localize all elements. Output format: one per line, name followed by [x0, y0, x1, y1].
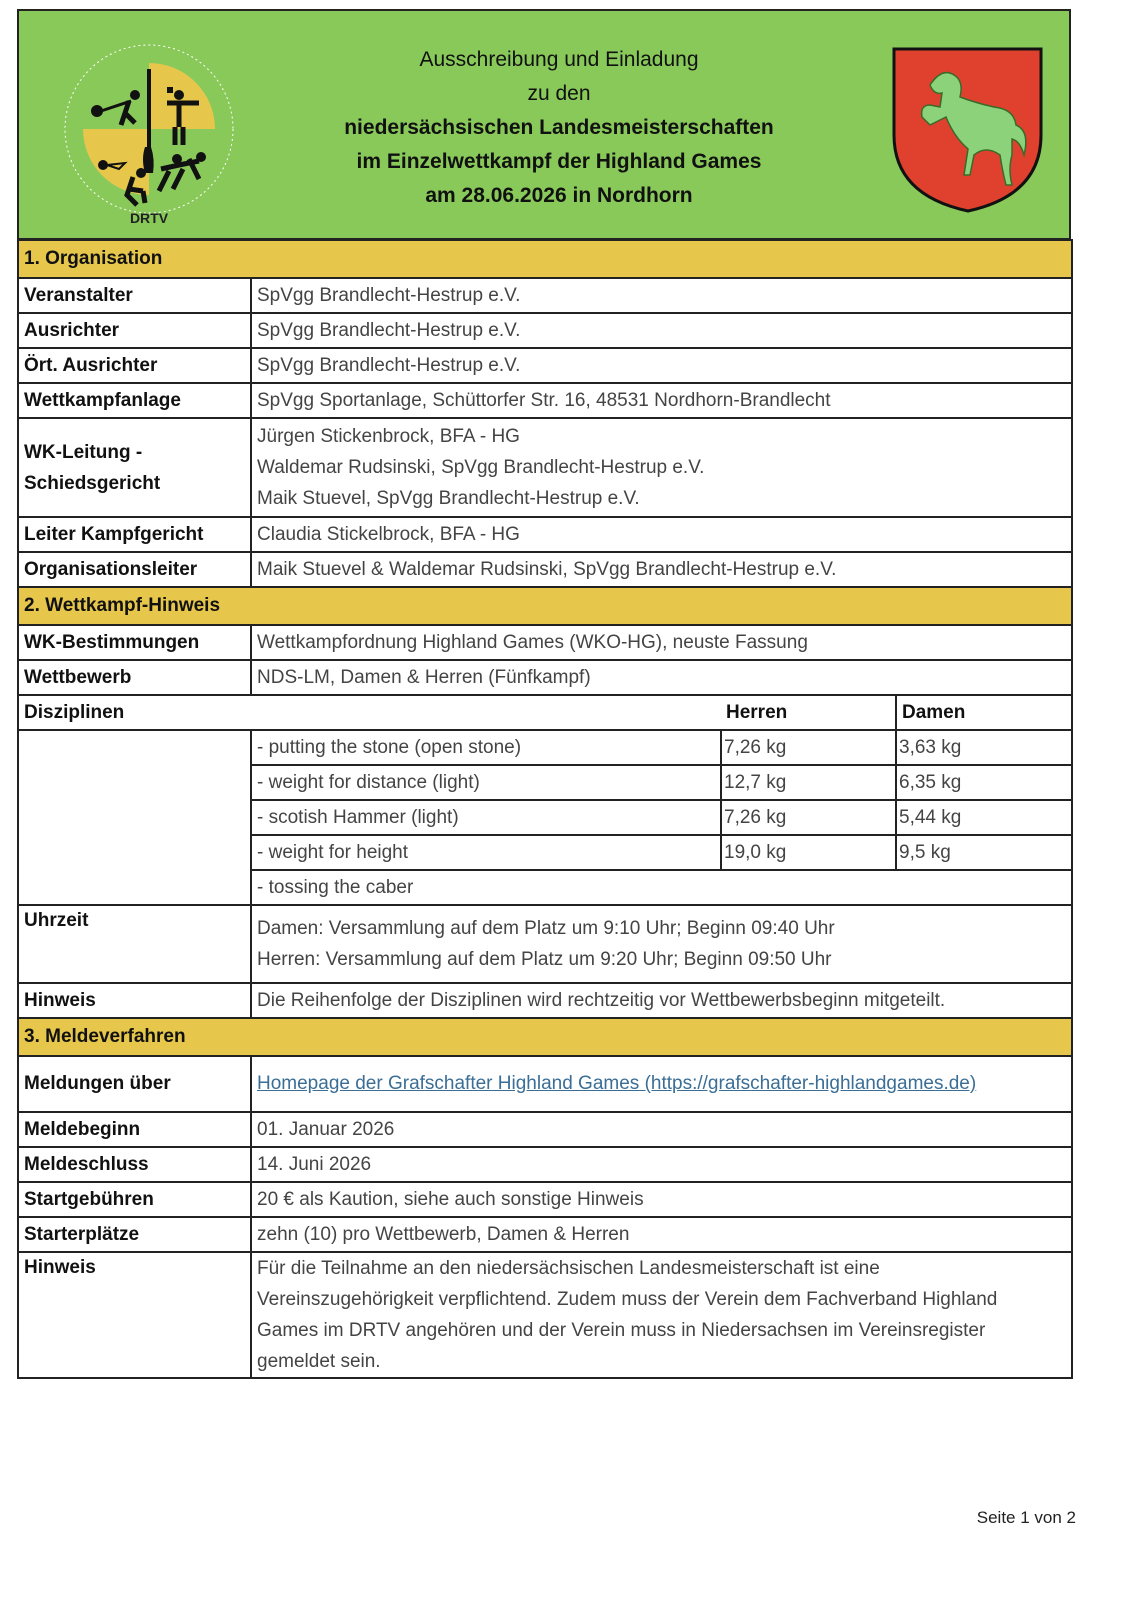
table-row	[18, 383, 1072, 418]
table-row	[18, 1147, 1072, 1182]
table-row	[18, 625, 1072, 660]
row-value	[251, 1056, 1072, 1112]
row-label: Ausrichter	[18, 313, 251, 348]
row-label: Ört. Ausrichter	[18, 348, 251, 383]
row-value: Claudia Stickelbrock, BFA - HG	[251, 517, 1072, 552]
discipline-name: - tossing the caber	[251, 870, 1072, 905]
row-value: NDS-LM, Damen & Herren (Fünfkampf)	[251, 660, 1072, 695]
row-value: 14. Juni 2026	[251, 1147, 1072, 1182]
discipline-name: - weight for height	[251, 835, 721, 870]
discipline-row	[18, 730, 1072, 765]
row-value: Jürgen Stickenbrock, BFA - HG Waldemar Rudsinski, SpVgg Brandlecht-Hestrup e.V. Maik Stuevel, SpVgg Brandlecht-Hestrup e.V.	[251, 418, 1072, 517]
row-label: Uhrzeit	[18, 905, 251, 983]
row-label: Hinweis	[18, 1252, 251, 1378]
title-line: im Einzelwettkampf der Highland Games	[356, 150, 762, 173]
row-value: SpVgg Brandlecht-Hestrup e.V.	[251, 348, 1072, 383]
table-row	[18, 278, 1072, 313]
page-number: Seite 1 von 2	[976, 1508, 1076, 1527]
document-header	[17, 9, 1071, 239]
disciplines-spacer	[18, 730, 251, 905]
row-value: Damen: Versammlung auf dem Platz um 9:10 Uhr; Beginn 09:40 Uhr Herren: Versammlung auf dem Platz um 9:20 Uhr; Beginn 09:50 Uhr	[251, 905, 1072, 983]
table-row-uhrzeit	[18, 905, 1072, 983]
discipline-damen: 3,63 kg	[896, 730, 1072, 765]
registration-link[interactable]: Homepage der Grafschafter Highland Games (https://grafschafter-highlandgames.de)	[257, 1073, 977, 1094]
row-label: Meldungen über	[18, 1056, 251, 1112]
table-row	[18, 1112, 1072, 1147]
disciplines-header-row	[18, 695, 1072, 730]
row-label: Wettkampfanlage	[18, 383, 251, 418]
title-line: Ausschreibung und Einladung	[419, 48, 699, 71]
discipline-damen: 9,5 kg	[896, 835, 1072, 870]
row-value: Für die Teilnahme an den niedersächsischen Landesmeisterschaft ist eine Vereinszugehörigkeit verpflichtend. Zudem muss der Verein dem Fachverband Highland Games im DRTV angehören und der Verein muss in Niedersachsen im Vereinsregister gemeldet sein.	[251, 1252, 1072, 1378]
table-row	[18, 1056, 1072, 1112]
row-label: Leiter Kampfgericht	[18, 517, 251, 552]
table-row-wk-leitung	[18, 418, 1072, 517]
table-row-hinweis	[18, 1252, 1072, 1378]
column-header-damen: Damen	[896, 695, 1072, 730]
row-label: Wettbewerb	[18, 660, 251, 695]
disciplines-label: Disziplinen	[18, 695, 721, 730]
row-label: WK-Bestimmungen	[18, 625, 251, 660]
discipline-herren: 19,0 kg	[721, 835, 896, 870]
row-value: 01. Januar 2026	[251, 1112, 1072, 1147]
row-value: 20 € als Kaution, siehe auch sonstige Hinweis	[251, 1182, 1072, 1217]
row-value: SpVgg Brandlecht-Hestrup e.V.	[251, 278, 1072, 313]
table-row	[18, 517, 1072, 552]
row-label: Hinweis	[18, 983, 251, 1018]
row-label: Startgebühren	[18, 1182, 251, 1217]
row-value: zehn (10) pro Wettbewerb, Damen & Herren	[251, 1217, 1072, 1252]
discipline-damen: 5,44 kg	[896, 800, 1072, 835]
row-label: Veranstalter	[18, 278, 251, 313]
row-label: Meldebeginn	[18, 1112, 251, 1147]
row-value: SpVgg Sportanlage, Schüttorfer Str. 16, 48531 Nordhorn-Brandlecht	[251, 383, 1072, 418]
table-row	[18, 552, 1072, 587]
table-row	[18, 983, 1072, 1018]
logo-caption: DRTV	[129, 210, 169, 226]
section-header-organisation: 1. Organisation	[18, 240, 1072, 278]
drtv-logo-icon	[49, 29, 249, 229]
table-row	[18, 1182, 1072, 1217]
row-label: Meldeschluss	[18, 1147, 251, 1182]
title-line: zu den	[527, 82, 591, 105]
document-page	[17, 9, 1071, 1379]
row-label: WK-Leitung - Schiedsgericht	[18, 418, 251, 517]
title-line: niedersächsischen Landesmeisterschaften	[344, 116, 774, 139]
discipline-name: - scotish Hammer (light)	[251, 800, 721, 835]
row-label: Starterplätze	[18, 1217, 251, 1252]
discipline-name: - putting the stone (open stone)	[251, 730, 721, 765]
discipline-herren: 7,26 kg	[721, 800, 896, 835]
row-value: Maik Stuevel & Waldemar Rudsinski, SpVgg Brandlecht-Hestrup e.V.	[251, 552, 1072, 587]
section-header-melde: 3. Meldeverfahren	[18, 1018, 1072, 1056]
row-label: Organisationsleiter	[18, 552, 251, 587]
row-value: SpVgg Brandlecht-Hestrup e.V.	[251, 313, 1072, 348]
row-value: Die Reihenfolge der Disziplinen wird rechtzeitig vor Wettbewerbsbeginn mitgeteilt.	[251, 983, 1072, 1018]
row-value: Wettkampfordnung Highland Games (WKO-HG), neuste Fassung	[251, 625, 1072, 660]
document-title	[289, 43, 829, 213]
discipline-herren: 12,7 kg	[721, 765, 896, 800]
discipline-herren: 7,26 kg	[721, 730, 896, 765]
table-row	[18, 313, 1072, 348]
discipline-name: - weight for distance (light)	[251, 765, 721, 800]
info-table	[17, 239, 1073, 1379]
table-row	[18, 348, 1072, 383]
table-row	[18, 1217, 1072, 1252]
lower-saxony-crest-icon	[890, 45, 1045, 215]
section-header-wettkampf: 2. Wettkampf-Hinweis	[18, 587, 1072, 625]
discipline-damen: 6,35 kg	[896, 765, 1072, 800]
title-line: am 28.06.2026 in Nordhorn	[425, 184, 693, 207]
table-row	[18, 660, 1072, 695]
column-header-herren: Herren	[721, 695, 896, 730]
